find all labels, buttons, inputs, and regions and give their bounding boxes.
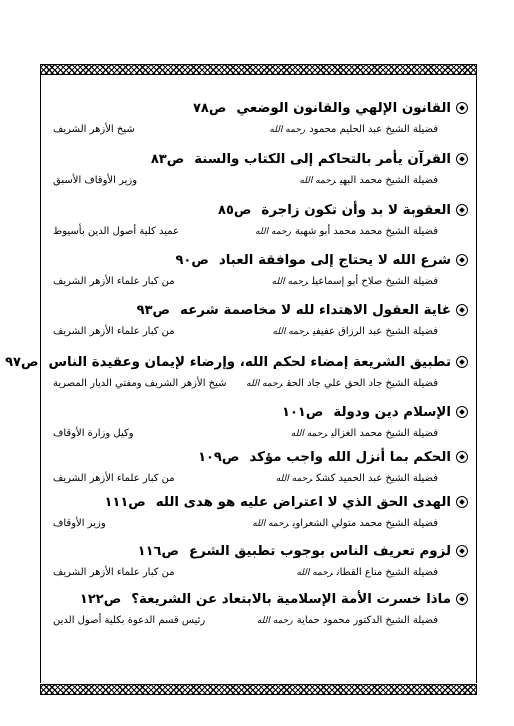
scholar-name: فضيلة الشيخ محمد البهيرحمه الله (299, 174, 438, 186)
entry-title: تطبيق الشريعة إمضاء لحكم الله، وإرضاء لإيمان وعقيدة الناس (48, 354, 451, 370)
honorific-mark: رحمه الله (255, 226, 291, 237)
entry-title: القانون الإلهي والقانون الوضعي (236, 100, 451, 116)
honorific-mark: رحمه الله (269, 124, 306, 135)
scholar-name: فضيلة الشيخ جاد الحق علي جاد الحقرحمه الله (246, 377, 438, 389)
page-number: ص١٠٩ (198, 449, 240, 465)
page-number: ص١٠١ (282, 404, 324, 420)
list-item (53, 248, 468, 290)
honorific-mark: رحمه الله (256, 615, 293, 626)
list-item (53, 96, 468, 138)
honorific-mark: رحمه الله (272, 326, 309, 337)
page-number: ص٩٠ (175, 252, 209, 268)
flower-bullet-icon (456, 451, 468, 463)
flower-bullet-icon (456, 593, 468, 605)
scholar-name: فضيلة الشيخ صلاح أبو إسماعيلرحمه الله (271, 275, 438, 287)
entry-title: القرآن يأمر بالتحاكم إلى الكتاب والسنة (194, 151, 451, 167)
list-item (53, 539, 468, 581)
honorific-mark: رحمه الله (252, 518, 289, 529)
scholar-role: وزير الأوقاف (53, 517, 106, 529)
list-item (53, 445, 468, 487)
scholar-name: فضيلة الشيخ عبد الرزاق عفيفيرحمه الله (272, 325, 438, 337)
honorific-mark: رحمه الله (275, 473, 313, 484)
honorific-mark: رحمه الله (296, 567, 333, 578)
entry-title: لزوم تعريف الناس بوجوب تطبيق الشرع (188, 543, 451, 559)
list-item (53, 400, 468, 442)
scholar-role: شيخ الأزهر الشريف (53, 123, 135, 135)
scholar-role: من كبار علماء الأزهر الشريف (53, 566, 175, 578)
entry-title: الحكم بما أنزل الله واجب مؤكد (249, 449, 451, 465)
entry-title: الهدى الحق الذي لا اعتراض عليه هو هدى الله (155, 494, 451, 510)
entry-title: غاية العقول الاهتداء لله لا مخاصمة شرعه (180, 302, 451, 318)
entry-title: العقوبة لا بد وأن تكون زاجرة (261, 202, 451, 218)
scholar-name: فضيلة الشيخ الدكتور محمود حمايةرحمه الله (256, 614, 438, 626)
flower-bullet-icon (456, 496, 468, 508)
flower-bullet-icon (456, 545, 468, 557)
page-number: ص١٢٢ (79, 591, 122, 607)
flower-bullet-icon (456, 406, 468, 418)
bottom-decorative-border (40, 684, 477, 695)
flower-bullet-icon (456, 254, 468, 266)
list-item (53, 490, 468, 532)
page-number: ص٨٥ (218, 202, 252, 218)
contents-frame (5, 74, 477, 683)
scholar-role: وزير الأوقاف الأسبق (53, 174, 138, 186)
scholar-name: فضيلة الشيخ عبد الحليم محمودرحمه الله (269, 123, 438, 135)
page-number: ص١١١ (104, 494, 146, 510)
list-item (53, 147, 468, 189)
scholar-role: عميد كلية أصول الدين بأسيوط (53, 225, 179, 237)
page-number: ص٩٧ (5, 354, 39, 370)
honorific-mark: رحمه الله (299, 175, 336, 186)
flower-bullet-icon (456, 204, 468, 216)
scholar-role: رئيس قسم الدعوة بكلية أصول الدين (53, 614, 206, 626)
entry-title: الإسلام دين ودولة (333, 404, 451, 420)
page-number: ص٨٣ (150, 151, 185, 167)
scholar-role: من كبار علماء الأزهر الشريف (53, 325, 175, 337)
flower-bullet-icon (456, 304, 468, 316)
scholar-name: فضيلة الشيخ محمد الغزاليرحمه الله (290, 427, 438, 439)
page-number: ص٩٣ (136, 302, 171, 318)
flower-bullet-icon (456, 102, 468, 114)
list-item (53, 198, 468, 240)
page-number: ص١١٦ (137, 543, 179, 559)
scholar-role: من كبار علماء الأزهر الشريف (53, 275, 175, 287)
scholar-role: وكيل وزارة الأوقاف (53, 427, 134, 439)
honorific-mark: رحمه الله (271, 276, 308, 287)
entry-title: ماذا خسرت الأمة الإسلامية بالابتعاد عن الشريعة؟ (131, 591, 451, 607)
scholar-name: فضيلة الشيخ مناع القطانرحمه الله (296, 566, 438, 578)
list-item (5, 350, 468, 392)
list-item (53, 587, 468, 629)
honorific-mark: رحمه الله (290, 428, 328, 439)
scholar-role: شيخ الأزهر الشريف ومفتي الديار المصرية (53, 377, 227, 389)
flower-bullet-icon (456, 153, 468, 165)
flower-bullet-icon (456, 356, 468, 368)
scholar-name: فضيلة الشيخ محمد متولي الشعراويرحمه الله (252, 517, 438, 529)
scholar-name: فضيلة الشيخ محمد محمد أبو شهبةرحمه الله (255, 225, 438, 237)
scholar-name: فضيلة الشيخ عبد الحميد كشكرحمه الله (275, 472, 438, 484)
list-item (53, 298, 468, 340)
honorific-mark: رحمه الله (246, 378, 283, 389)
page-number: ص٧٨ (193, 100, 227, 116)
entry-title: شرع الله لا يحتاج إلى موافقة العباد (218, 252, 451, 268)
scholar-role: من كبار علماء الأزهر الشريف (53, 472, 175, 484)
